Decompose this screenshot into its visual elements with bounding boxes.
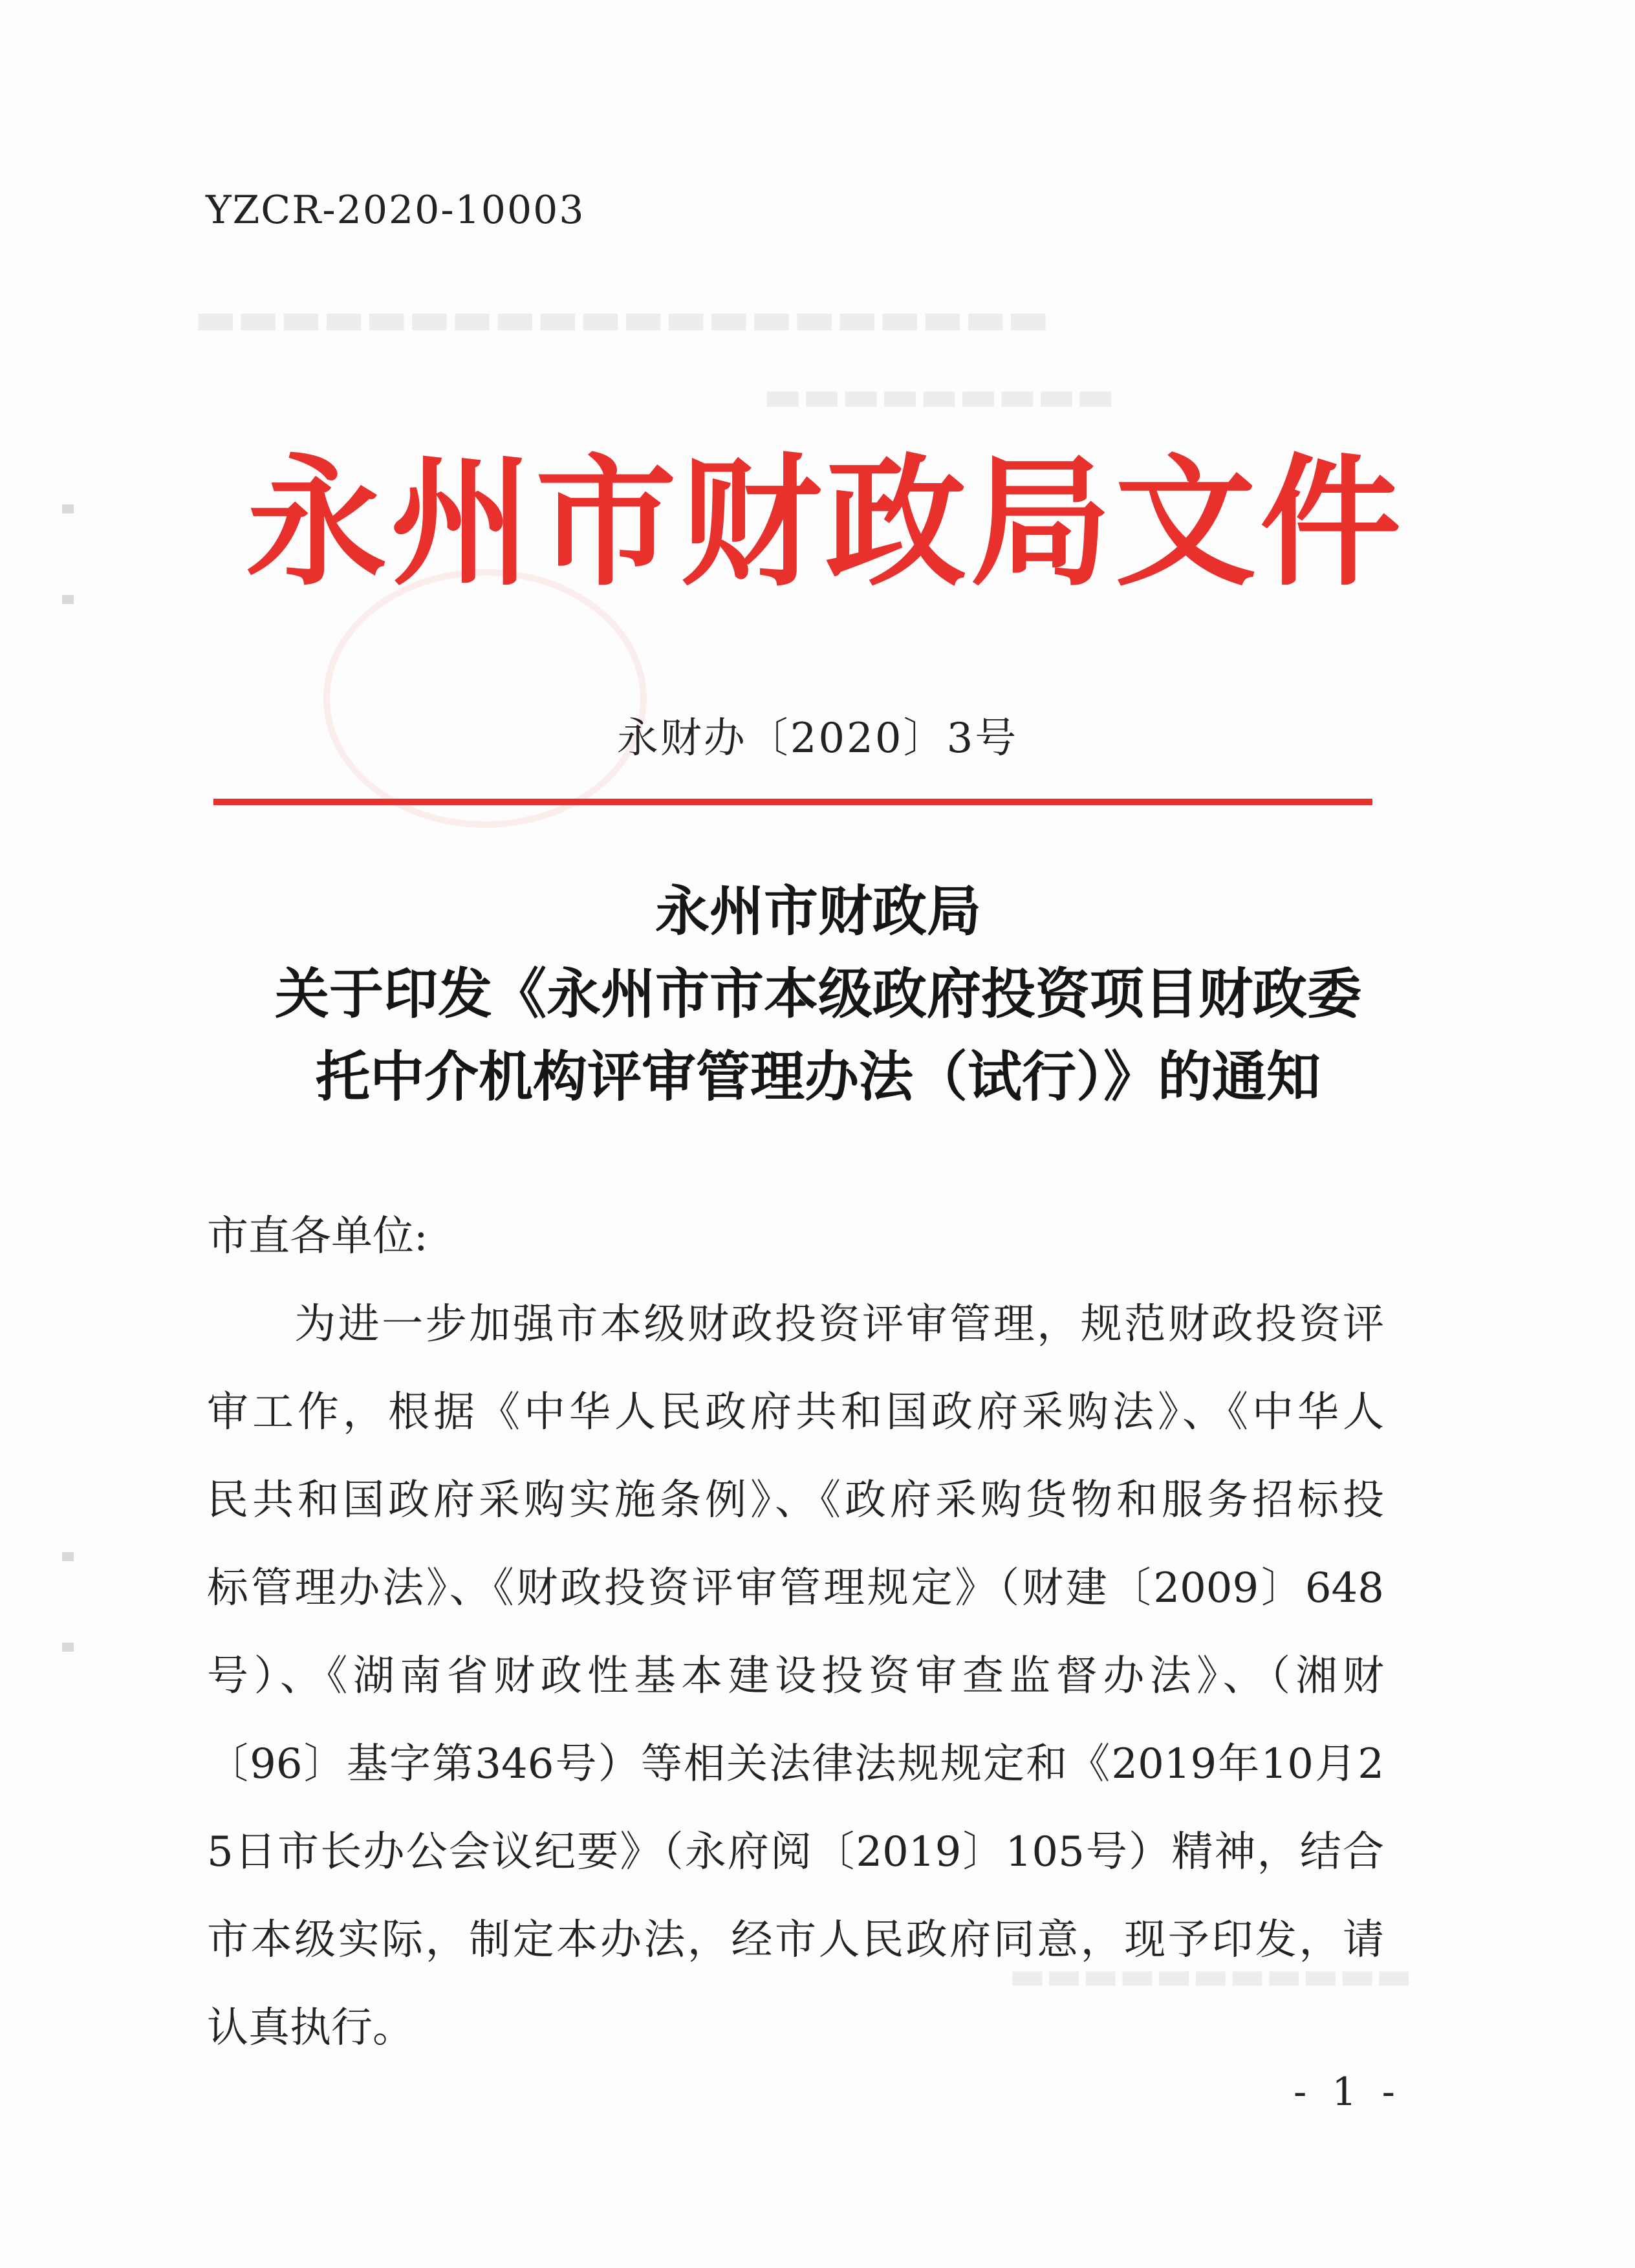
scan-edge-mark xyxy=(62,1643,74,1652)
body-line: 审工作，根据《中华人民政府共和国政府采购法》、《中华人 xyxy=(207,1388,1384,1436)
body-line: 市本级实际，制定本办法，经市人民政府同意，现予印发，请 xyxy=(207,1916,1384,1964)
title-line-2: 关于印发《永州市市本级政府投资项目财政委 xyxy=(274,962,1361,1026)
show-through-text: ▬▬▬▬▬▬▬▬▬▬▬ xyxy=(1009,1953,1413,1998)
body-line: 民共和国政府采购实施条例》、《政府采购货物和服务招标投 xyxy=(207,1476,1384,1524)
body-line: 认真执行。 xyxy=(207,2004,414,2052)
title-line-1: 永州市财政局 xyxy=(655,879,981,943)
scan-edge-mark xyxy=(62,1552,74,1561)
body-line: 号）、《湖南省财政性基本建设投资审查监督办法》、（湘财 xyxy=(207,1652,1384,1700)
scan-edge-mark xyxy=(62,595,74,604)
show-through-text: ▬▬▬▬▬▬▬▬▬ xyxy=(763,372,1116,420)
body-line: 为进一步加强市本级财政投资评审管理，规范财政投资评 xyxy=(207,1301,1384,1348)
seal-remnant xyxy=(323,569,647,828)
document-code: YZCR-2020-10003 xyxy=(206,188,585,233)
letterhead-title: 永州市财政局文件 xyxy=(246,442,1405,605)
body-line: 5日市长办公会议纪要》（永府阅〔2019〕105号）精神，结合 xyxy=(207,1828,1384,1876)
title-line-3: 托中介机构评审管理办法（试行）》的通知 xyxy=(315,1044,1321,1108)
body-line: 〔96〕基字第346号）等相关法律法规规定和《2019年10月2 xyxy=(207,1740,1384,1788)
notice-title xyxy=(194,870,1442,1118)
salutation: 市直各单位: xyxy=(207,1213,428,1260)
page-number: - 1 - xyxy=(1294,2069,1402,2115)
body-line: 标管理办法》、《财政投资评审管理规定》（财建〔2009〕648 xyxy=(207,1564,1384,1612)
red-divider-line xyxy=(213,799,1372,805)
show-through-text: ▬▬▬▬▬▬▬▬▬▬▬▬▬▬▬▬▬▬▬▬ xyxy=(194,291,1050,345)
scan-edge-mark xyxy=(62,504,74,513)
issue-number: 永财办〔2020〕3号 xyxy=(616,715,1019,762)
body-paragraph xyxy=(207,1280,1384,2072)
